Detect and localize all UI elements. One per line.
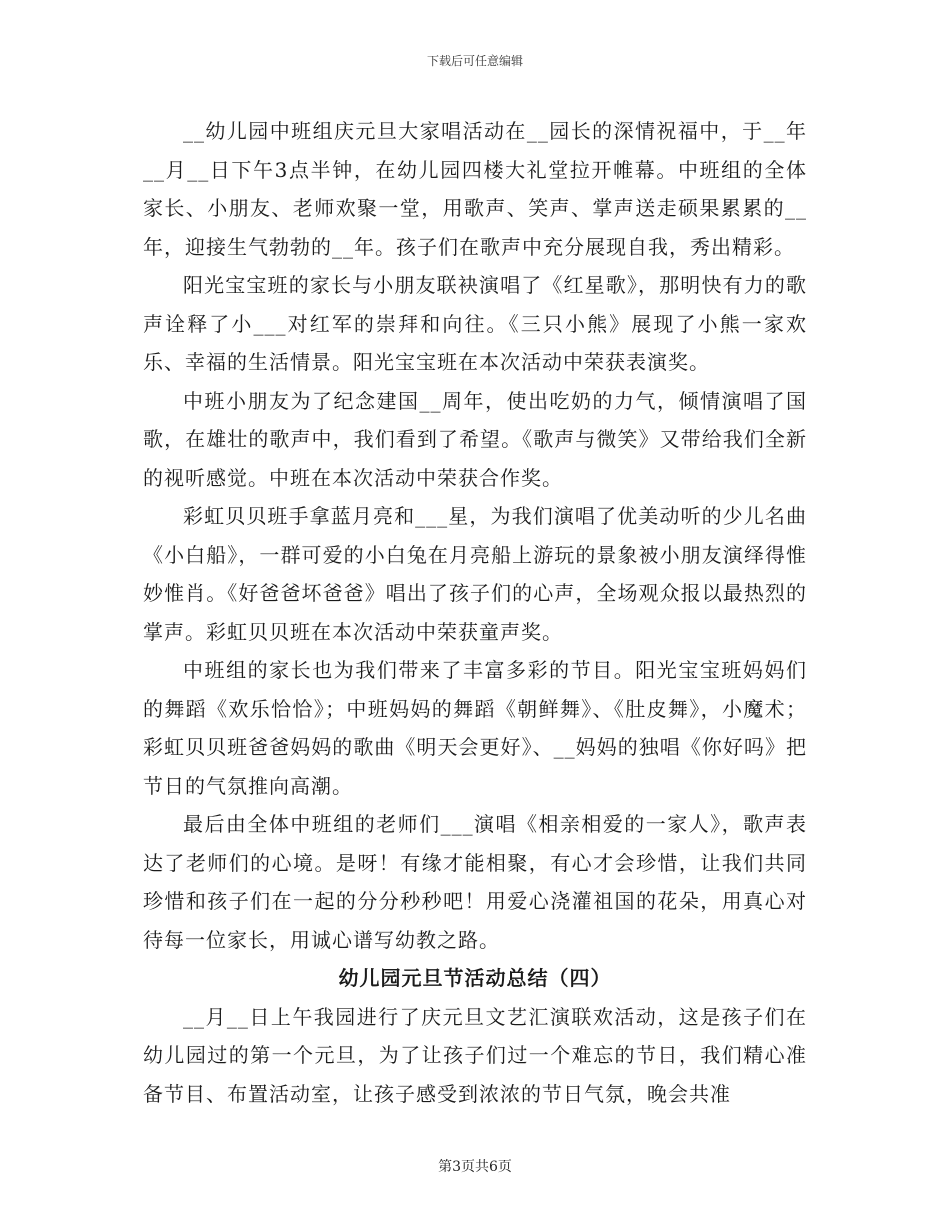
paragraph: 阳光宝宝班的家长与小朋友联袂演唱了《红星歌》，那明快有力的歌声诠释了小___对红军的崇拜和向往。《三只小熊》展现了小熊一家欢乐、幸福的生活情景。阳光宝宝班在本次活动中荣获表演奖。	[143, 273, 807, 374]
page-number: 第3页共6页	[438, 1159, 512, 1175]
page-header: 下载后可任意编辑	[426, 54, 523, 68]
paragraph: 最后由全体中班组的老师们___演唱《相亲相爱的一家人》，歌声表达了老师们的心境。是呀！有缘才能相聚，有心才会珍惜，让我们共同珍惜和孩子们在一起的分分秒秒吧！用爱心浇灌祖国的花朵，用真心对待每一位家长，用诚心谱写幼教之路。	[143, 812, 807, 952]
paragraph: 中班小朋友为了纪念建国__周年，使出吃奶的力气，倾情演唱了国歌，在雄壮的歌声中，我们看到了希望。《歌声与微笑》又带给我们全新的视听感觉。中班在本次活动中荣获合作奖。	[143, 388, 807, 490]
paragraph: __月__日上午我园进行了庆元旦文艺汇演联欢活动，这是孩子们在幼儿园过的第一个元旦，为了让孩子们过一个难忘的节日，我们精心准备节目、布置活动室，让孩子感受到浓浓的节日气氛，晚会共准	[143, 1004, 807, 1106]
document-body	[143, 112, 807, 1113]
paragraph: __幼儿园中班组庆元旦大家唱活动在__园长的深情祝福中，于__年__月__日下午3点半钟，在幼儿园四楼大礼堂拉开帷幕。中班组的全体家长、小朋友、老师欢聚一堂，用歌声、笑声、掌声送走硕果累累的__年，迎接生气勃勃的__年。孩子们在歌声中充分展现自我，秀出精彩。	[143, 119, 807, 259]
paragraph: 彩虹贝贝班手拿蓝月亮和___星，为我们演唱了优美动听的少儿名曲《小白船》，一群可爱的小白兔在月亮船上游玩的景象被小朋友演绎得惟妙惟肖。《好爸爸坏爸爸》唱出了孩子们的心声，全场观众报以最热烈的掌声。彩虹贝贝班在本次活动中荣获童声奖。	[143, 504, 807, 644]
section-title: 幼儿园元旦节活动总结（四）	[338, 966, 612, 990]
paragraph: 中班组的家长也为我们带来了丰富多彩的节目。阳光宝宝班妈妈们的舞蹈《欢乐恰恰》；中班妈妈的舞蹈《朝鲜舞》、《肚皮舞》，小魔术；彩虹贝贝班爸爸妈妈的歌曲《明天会更好》、__妈妈的独唱《你好吗》把节日的气氛推向高潮。	[143, 658, 807, 798]
